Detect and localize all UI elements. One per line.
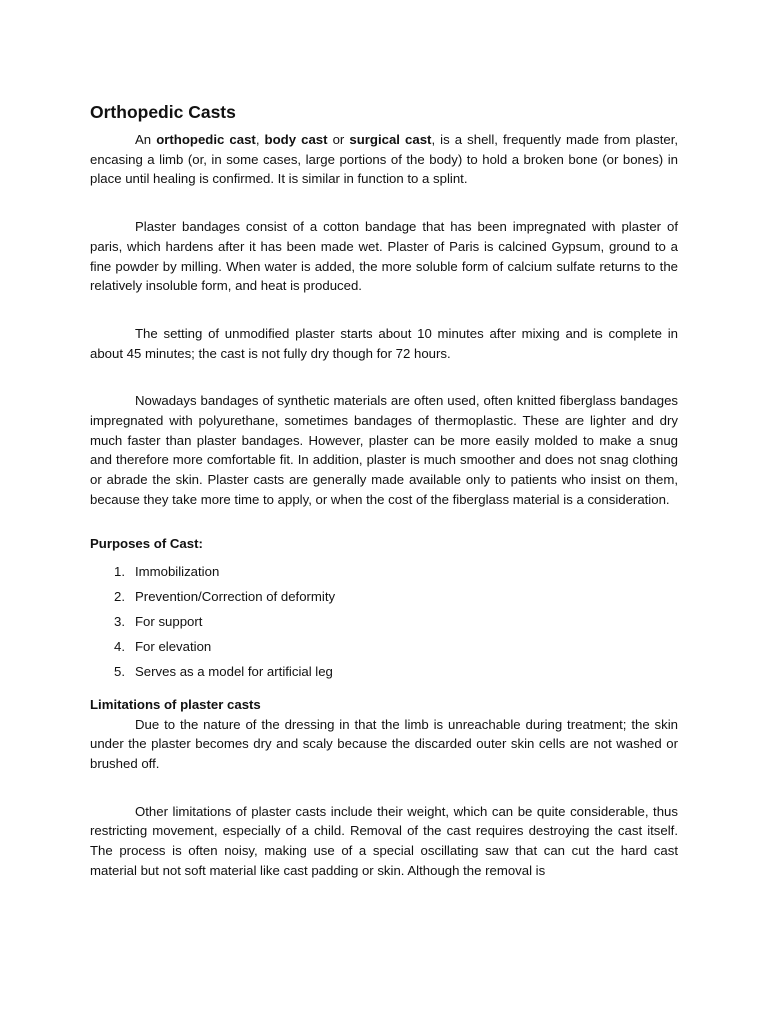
paragraph-plaster-bandages: Plaster bandages consist of a cotton bandage that has been impregnated with plaster of paris, which hardens after it has been made wet. Plaster of Paris is calcined Gypsum, ground to a fine powder by milling. When water is added, the more soluble form of calcium sulfate returns to the relatively insoluble form, and heat is produced. [90,219,678,294]
list-item [90,587,678,612]
list-item-text: Immobilization [135,563,220,579]
intro-rest: , is a shell, frequently made from plaster, encasing a limb (or, in some cases, large portions of the body) to hold a broken bone (or bones) in place until healing is confirmed. It is similar in function to a splint. [90,132,679,187]
page-title: Orthopedic Casts [90,102,236,122]
paragraph-setting-time: The setting of unmodified plaster starts about 10 minutes after mixing and is complete in about 45 minutes; the cast is not fully dry though for 72 hours. [90,325,678,361]
list-item-text: Serves as a model for artificial leg [135,663,333,679]
list-item-number: 3. [114,613,125,629]
intro-paragraph [90,130,678,189]
list-item-text: Prevention/Correction of deformity [135,588,336,604]
list-item [90,562,678,587]
paragraph-limitations-weight: Other limitations of plaster casts include their weight, which can be quite considerable, thus restricting movement, especially of a child. Removal of the cast requires destroying the cast itself. The process is often noisy, making use of a special oscillating saw that can cut the hard cast material but not soft material like cast padding or skin. Although the removal is [90,803,678,878]
term-orthopedic-cast: orthopedic cast [156,132,256,147]
intro-sep-2: or [327,132,350,147]
document-page [90,100,678,880]
list-item-number: 5. [114,663,125,679]
list-item-text: For support [135,613,203,629]
term-body-cast: body cast [264,132,328,147]
list-item [90,662,678,687]
list-item-number: 2. [114,588,125,604]
paragraph-limitations-skin: Due to the nature of the dressing in that the limb is unreachable during treatment; the skin under the plaster becomes dry and scaly because the discarded outer skin cells are not washed or brushed off. [90,716,678,771]
purposes-list [90,562,678,687]
limitations-heading: Limitations of plaster casts [90,696,261,712]
paragraph-synthetic-materials: Nowadays bandages of synthetic materials are often used, often knitted fiberglass bandages impregnated with polyurethane, sometimes bandages of thermoplastic. These are lighter and dry much faster than plaster bandages. However, plaster can be more easily molded to make a snug and therefore more comfortable fit. In addition, plaster is much smoother and does not snag clothing or abrade the skin. Plaster casts are generally made available only to patients who insist on them, because they take more time to apply, or when the cost of the fiberglass material is a consideration. [90,393,678,507]
list-item-text: For elevation [135,638,212,654]
list-item-number: 4. [114,638,125,654]
list-item-number: 1. [114,563,125,579]
purposes-heading: Purposes of Cast: [90,535,203,551]
term-surgical-cast: surgical cast [349,132,432,147]
list-item [90,637,678,662]
intro-sep-1: , [255,132,265,147]
list-item [90,612,678,637]
intro-lead: An [135,132,157,147]
